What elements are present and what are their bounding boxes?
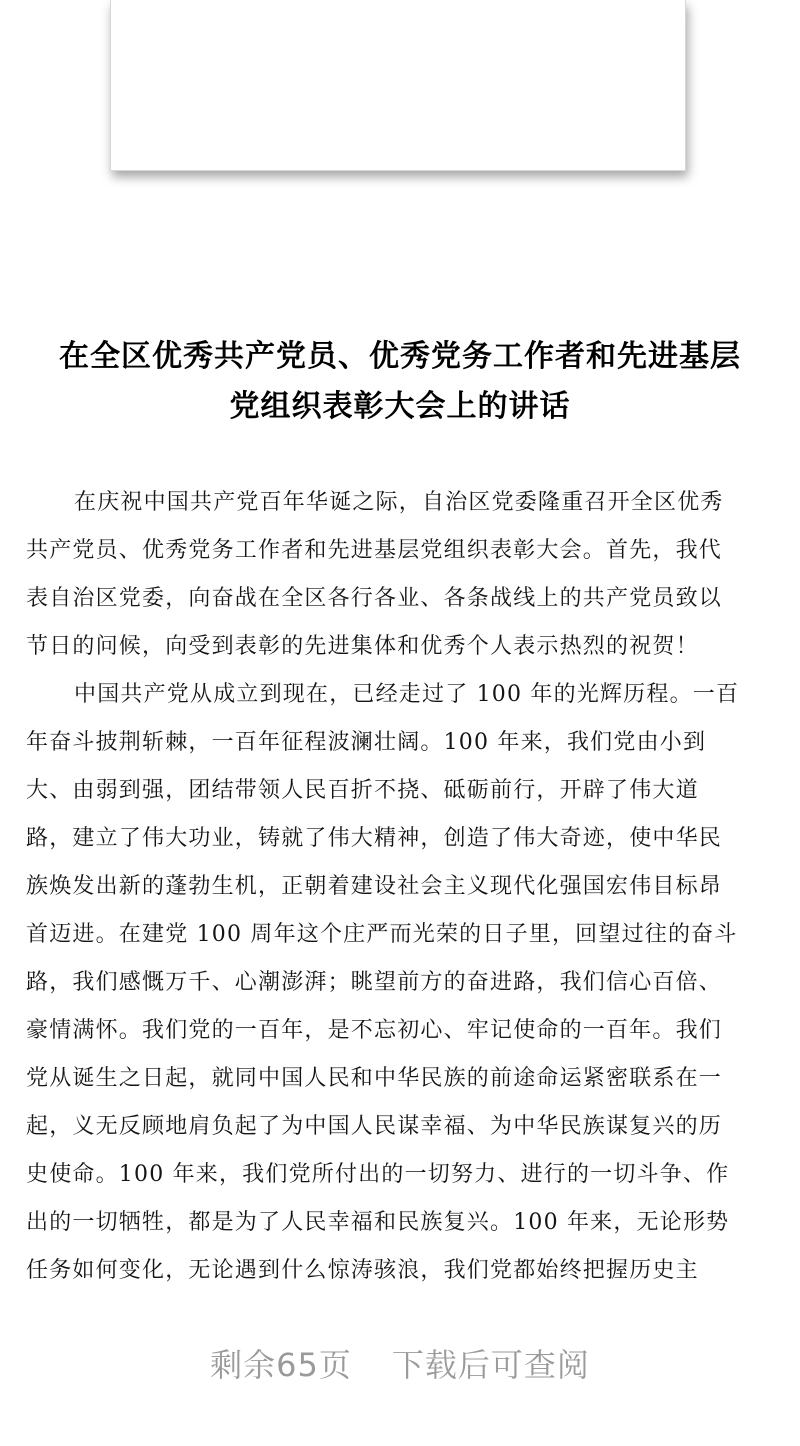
body-line: 路，我们感慨万千、心潮澎湃；眺望前方的奋进路，我们信心百倍、	[26, 970, 723, 995]
body-line: 年奋斗披荆斩棘，一百年征程波澜壮阔。100 年来，我们党由小到	[26, 730, 707, 755]
body-line: 首迈进。在建党 100 周年这个庄严而光荣的日子里，回望过往的奋斗	[26, 922, 738, 947]
body-line: 路，建立了伟大功业，铸就了伟大精神，创造了伟大奇迹，使中华民	[26, 826, 723, 851]
download-to-view-label: 下载后可查阅	[391, 1346, 590, 1384]
body-line: 表自治区党委，向奋战在全区各行各业、各条战线上的共产党员致以	[26, 586, 723, 611]
document-title-line-2: 党组织表彰大会上的讲话	[229, 389, 571, 424]
body-line: 任务如何变化，无论遇到什么惊涛骇浪，我们党都始终把握历史主	[26, 1258, 699, 1283]
download-prompt[interactable]	[0, 1340, 800, 1386]
body-line: 节日的问候，向受到表彰的先进集体和优秀个人表示热烈的祝贺！	[26, 634, 699, 659]
body-line: 出的一切牺牲，都是为了人民幸福和民族复兴。100 年来，无论形势	[26, 1210, 730, 1235]
body-line: 起，义无反顾地肩负起了为中国人民谋幸福、为中华民族谋复兴的历	[26, 1114, 723, 1139]
body-line: 大、由弱到强，团结带领人民百折不挠、砥砺前行，开辟了伟大道	[26, 778, 699, 803]
body-line: 豪情满怀。我们党的一百年，是不忘初心、牢记使命的一百年。我们	[26, 1018, 723, 1043]
previous-page-preview	[110, 0, 686, 171]
document-body	[26, 479, 774, 1295]
body-line: 族焕发出新的蓬勃生机，正朝着建设社会主义现代化强国宏伟目标昂	[26, 874, 723, 899]
body-line: 中国共产党从成立到现在，已经走过了 100 年的光辉历程。一百	[74, 682, 740, 707]
body-line: 党从诞生之日起，就同中国人民和中华民族的前途命运紧密联系在一	[26, 1066, 723, 1091]
body-line: 在庆祝中国共产党百年华诞之际，自治区党委隆重召开全区优秀	[74, 490, 724, 515]
remaining-pages-label: 剩余65页	[210, 1346, 352, 1384]
document-title	[0, 332, 800, 432]
document-title-line-1: 在全区优秀共产党员、优秀党务工作者和先进基层	[59, 339, 741, 374]
body-line: 史使命。100 年来，我们党所付出的一切努力、进行的一切斗争、作	[26, 1162, 730, 1187]
body-line: 共产党员、优秀党务工作者和先进基层党组织表彰大会。首先，我代	[26, 538, 723, 563]
